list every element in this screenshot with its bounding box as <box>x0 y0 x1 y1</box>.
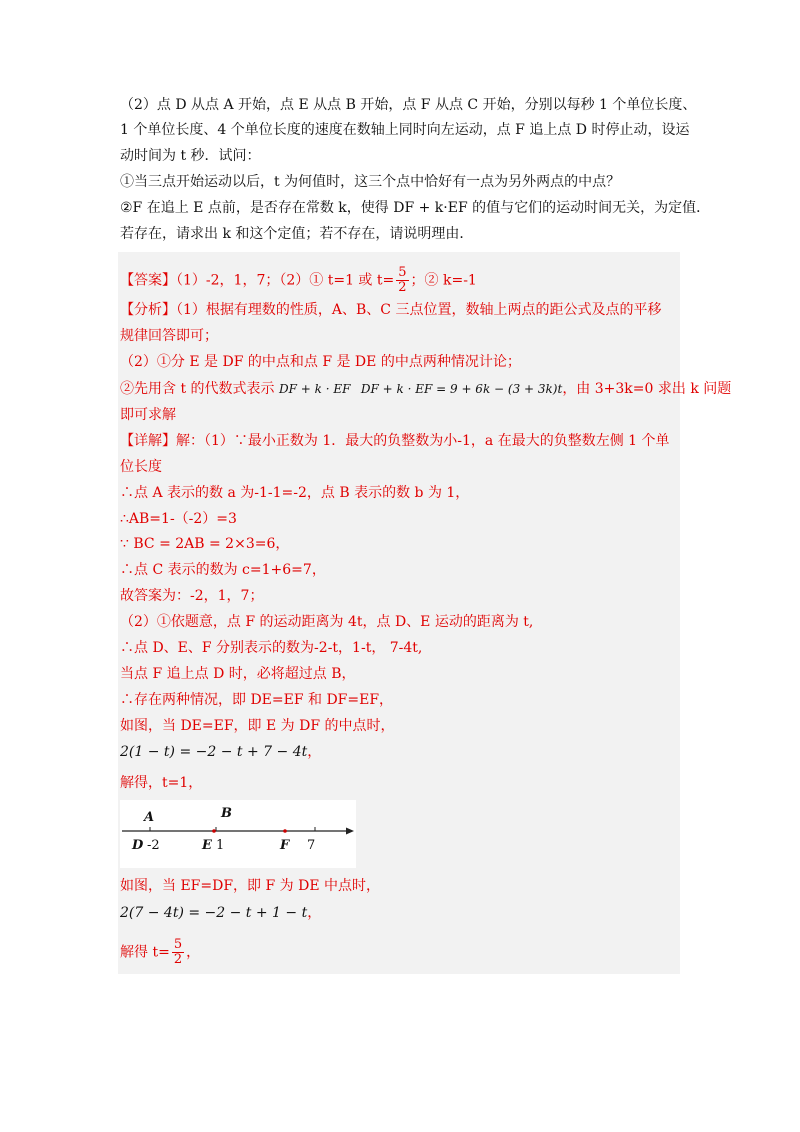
label-f: F <box>280 838 290 853</box>
tick-label-7: 7 <box>307 838 316 853</box>
question-line-1: （2）点 D 从点 A 开始，点 E 从点 B 开始，点 F 从点 C 开始，分别以每秒 1 个单位长度、 <box>120 97 697 113</box>
detail-line-15-text: 解得 t= <box>120 944 170 961</box>
label-d: D <box>132 838 144 853</box>
equation-1-comma: ， <box>307 744 322 760</box>
detail-line-15-comma: ， <box>186 944 201 961</box>
detail-line-12: 如图，当 DE=EF，即 E 为 DF 的中点时， <box>120 718 395 734</box>
detail-line-10: 当点 F 追上点 D 时，必将超过点 B， <box>120 666 356 682</box>
detail-fraction <box>172 938 184 967</box>
detail-line-14: 如图，当 EF=DF，即 F 为 DE 中点时， <box>120 878 381 894</box>
analysis-text-a: ②先用含 t 的代数式表示 <box>120 381 275 397</box>
answer-text-2: ；② k=-1 <box>410 272 477 289</box>
analysis-line-2: 规律回答即可； <box>120 328 218 344</box>
detail-line-13: 解得，t=1， <box>120 775 203 791</box>
detail-line-3: ∴点 A 表示的数 a 为-1-1=-2，点 B 表示的数 b 为 1， <box>120 485 470 501</box>
detail-equation-1 <box>120 743 321 761</box>
detail-line-7: 故答案为：-2，1，7； <box>120 588 264 604</box>
analysis-expr-long: DF + k · EF = 9 + 6k − (3 + 3k)t <box>360 382 563 396</box>
answer-fraction <box>396 266 408 295</box>
analysis-line-3: （2）①分 E 是 DF 的中点和点 F 是 DE 的中点两种情况计论； <box>120 354 521 370</box>
point-e-dot <box>212 829 216 833</box>
question-line-6: 若存在，请求出 k 和这个定值；若不存在，请说明理由． <box>120 226 474 242</box>
point-f-dot <box>283 829 287 833</box>
number-line-arrow <box>346 828 354 835</box>
answer-fraction-numerator: 5 <box>398 265 407 280</box>
question-line-5: ②F 在追上 E 点前，是否存在常数 k，使得 DF + k·EF 的值与它们的运动时间无关，为定值． <box>120 200 711 216</box>
answer-line <box>120 266 477 295</box>
question-line-3: 动时间为 t 秒．试问： <box>120 148 261 164</box>
number-line-svg <box>120 800 356 868</box>
answer-text-1: 【答案】（1）-2，1，7；（2）① t=1 或 t= <box>120 272 395 289</box>
detail-line-5: ∵ BC = 2AB = 2×3=6， <box>120 536 290 552</box>
detail-line-15 <box>120 938 200 967</box>
detail-fraction-numerator: 5 <box>173 937 183 952</box>
question-line-4: ①当三点开始运动以后，t 为何值时，这三个点中恰好有一点为另外两点的中点？ <box>120 174 621 190</box>
label-a: A <box>144 810 155 825</box>
answer-fraction-denominator: 2 <box>398 280 407 295</box>
equation-1-text: 2(1 − t) = −2 − t + 7 − 4t <box>120 744 308 760</box>
detail-equation-2 <box>120 904 321 922</box>
detail-line-1: 【详解】解：（1）∵最小正数为 1．最大的负整数为小-1，a 在最大的负整数左侧 1 个单 <box>120 433 670 449</box>
analysis-expr-short: DF + k · EF <box>278 382 351 396</box>
analysis-line-4 <box>120 380 731 398</box>
analysis-text-b: ，由 3+3k=0 求出 k 问题 <box>562 381 732 397</box>
detail-line-8: （2）①依题意，点 F 的运动距离为 4t，点 D、E 运动的距离为 t, <box>120 614 534 630</box>
number-line-figure <box>120 800 356 868</box>
equation-2-text: 2(7 − 4t) = −2 − t + 1 − t <box>120 905 308 921</box>
tick-label-minus-2: -2 <box>147 838 160 853</box>
detail-line-4: ∴AB=1-（-2）=3 <box>120 511 237 527</box>
detail-line-11: ∴存在两种情况，即 DE=EF 和 DF=EF， <box>120 692 394 708</box>
label-e: E <box>202 838 212 853</box>
detail-fraction-denominator: 2 <box>173 952 183 967</box>
analysis-line-1: 【分析】（1）根据有理数的性质，A、B、C 三点位置，数轴上两点的距公式及点的平移 <box>120 302 662 318</box>
equation-2-comma: ， <box>307 905 322 921</box>
question-line-2: 1 个单位长度、4 个单位长度的速度在数轴上同时向左运动，点 F 追上点 D 时停止动，设运 <box>120 122 690 138</box>
label-b: B <box>221 806 232 821</box>
detail-line-9: ∴点 D、E、F 分别表示的数为-2-t，1-t， 7-4t, <box>120 640 423 656</box>
tick-label-1: 1 <box>216 838 225 853</box>
detail-line-6: ∴点 C 表示的数为 c=1+6=7， <box>120 562 326 578</box>
detail-line-2: 位长度 <box>120 459 162 475</box>
analysis-line-5: 即可求解 <box>120 407 176 423</box>
